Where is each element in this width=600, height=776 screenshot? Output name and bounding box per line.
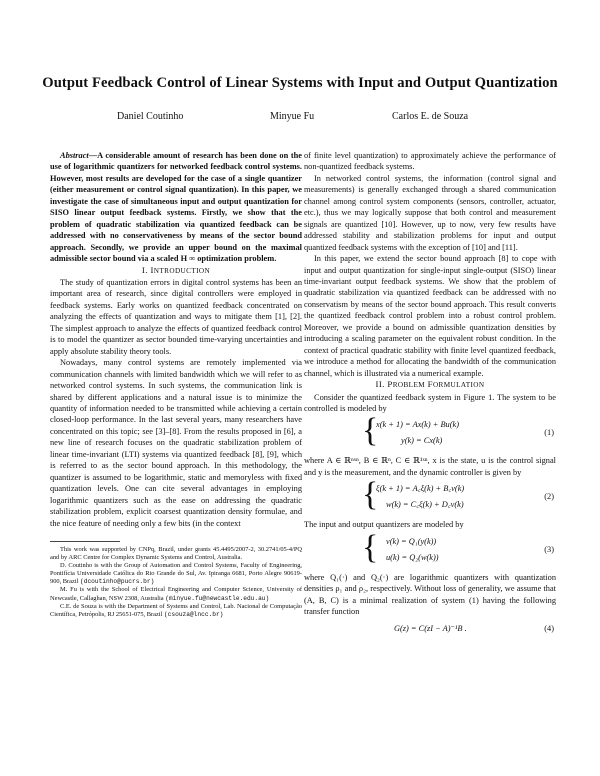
paragraph: where Q₁(·) and Q₂(·) are logarithmic quantizers with quantization densities ρ₁ and ρ₂, respectively. Without loss of generality, we assume that (A, B, C) is a minimal realization of system (1) having the following transfer function	[304, 572, 556, 617]
abstract-text: —A considerable amount of research has been done on the use of logarithmic quantizers for networked feedback control systems. However, most results are developed for the case of a single quantizer (either measurement or control signal quantization). In this paper, we investigate the case of simultaneous input and output quantization for SISO linear output feedback systems. Firstly, we show that the problem of quadratic stabilization via quantized feedback can be addressed with no conservativeness by means of the sector bound approach. Secondly, we provide an upper bound on the maximal admissible sector bound via a scaled H ∞ optimization problem.	[50, 151, 302, 264]
equation-number: (3)	[544, 544, 554, 554]
footnote-divider	[50, 541, 120, 542]
brace: {	[362, 476, 379, 514]
paragraph: Consider the quantized feedback system in Figure 1. The system to be controlled is modeled by	[304, 392, 556, 413]
footnote-text: C.E. de Souza is with the Department of Systems and Control, Lab. Nacional de Computação Científica, Petrópolis, RJ 25651-075, Brazil	[50, 602, 302, 618]
paragraph: of finite level quantization) to approximately achieve the performance of non-quantized feedback systems.	[304, 151, 556, 172]
footnote	[50, 603, 302, 619]
section-title-rest: ORMULATION	[432, 381, 485, 390]
equation-3	[304, 528, 556, 568]
equation-line: v(k) = Q₁(y(k))	[386, 536, 437, 546]
paragraph: where A ∈ ℝⁿˣⁿ, B ∈ ℝⁿ, C ∈ ℝ¹ˣⁿ, x is the state, u is the control signal and y is the measurement, and the dynamic controller is given by	[304, 456, 556, 477]
paper-title: Output Feedback Control of Linear Systems with Input and Output Quantization	[42, 75, 558, 91]
section-number: I.	[141, 264, 148, 275]
section-heading-problem-formulation	[304, 379, 556, 391]
section-number: II.	[375, 379, 385, 390]
section-title-rest: NTRODUCTION	[153, 266, 211, 275]
equation-line: ξ(k + 1) = A꜀ξ(k) + B꜀v(k)	[376, 484, 465, 494]
section-title-rest: ROBLEM	[392, 381, 426, 390]
equation-line: x(k + 1) = Ax(k) + Bu(k)	[376, 420, 459, 430]
email: (dcoutinho@pucrs.br)	[80, 578, 155, 586]
equation-number: (2)	[544, 492, 554, 502]
paragraph: In networked control systems, the information (control signal and measurements) is generally exchanged through a shared communication channel among control system components (sensors, controller, actuator, etc.), thus we may logically suppose that both control and measurement signals are quantized [10]. However, up to now, very few results have addressed stability and stabilization problems for input and output quantized feedback systems with the exception of [10] and [11].	[304, 173, 556, 252]
footnote-text: M. Fu is with the School of Electrical Engineering and Computer Science, University of Newcastle, Callaghan, NSW 2308, Australia	[50, 586, 302, 602]
brace: {	[362, 412, 379, 450]
section-heading-introduction	[50, 265, 302, 277]
footnote	[50, 586, 302, 602]
abstract	[50, 150, 302, 265]
equation-1	[304, 412, 556, 451]
email: (minyue.fu@newcastle.edu.au)	[165, 594, 270, 602]
paragraph: The study of quantization errors in digital control systems has been an important area of research, since digital controllers were employed in feedback systems. Early works on quantized feedback concentrated on analyzing the effects of quantization and ways to mitigate them [1], [2]. The simplest approach to analyze the effects of quantized feedback control is to model the quantizer as sector bounded time-varying uncertainties and apply absolute stability theory tools.	[50, 277, 302, 356]
paragraph: The input and output quantizers are modeled by	[304, 520, 464, 530]
brace: {	[362, 528, 379, 566]
left-column	[50, 150, 302, 619]
paragraph: In this paper, we extend the sector bound approach [8] to cope with input and output quantization for single-input single-output (SISO) linear time-invariant output feedback systems. We show that the problem of quadratic stabilization via quantized feedback can be addressed with no conservatism by means of the sector bound approach. This result converts the quantized feedback control problem into a robust control problem. Moreover, we provide a bound on admissible quantization densities by introducing a scaling parameter on the equivalent robust condition. In the context of practical quadratic stability with finite level quantized feedback, we introduce a method for allocating the bandwidth of the communication channel, which is illustrated via a numerical example.	[304, 254, 556, 378]
equation-2	[304, 476, 556, 515]
footnote	[50, 562, 302, 586]
footnote-text: D. Coutinho is with the Group of Automation and Control Systems, Faculty of Engineering, Pontifícia Universidade Católica do Rio Grande do Sul, Av. Ipiranga 6681, Porto Alegre 90619-900, Brazil	[50, 562, 302, 586]
author-2: Minyue Fu	[270, 111, 315, 122]
equation-number: (4)	[544, 623, 554, 633]
equation-line: u(k) = Q₂(w(k))	[386, 552, 439, 562]
equation-line: w(k) = C꜀ξ(k) + D꜀v(k)	[386, 500, 464, 510]
equation-line: G(z) = C(zI − A)⁻¹B .	[394, 623, 467, 633]
footnote: This work was supported by CNPq, Brazil, under grants 45.4495/2007-2, 30.2741/05-4/PQ and by ARC Centre for Complex Dynamic Systems and Control, Australia.	[50, 545, 302, 562]
paragraph: Nowadays, many control systems are remotely implemented via communication channels with limited bandwidth which we will refer to as networked control systems. In such systems, the communication link is shared by different applications and a natural issue is to minimize the quantity of information needed to be transmitted while achieving a certain closed-loop performance. In the last several years, many researchers have concentrated on this topic; see [3]–[8]. From the results proposed in [6], a new line of research focuses on the quadratic stabilization problem of linear time-invariant (LTI) systems via quantized feedback [8], [9], which is referred to as the sector bound approach. In this methodology, the quantizer is assumed to be logarithmic, static and memoryless with fixed quantization levels. One can cite several advantages in employing logarithmic quantizers such as the ease on addressing the quadratic stabilization problem, explicit coarsest quantization density formulae, and the nice feature of needing only a few bits (in the context	[50, 358, 302, 528]
email: (csouza@lncc.br)	[163, 610, 224, 618]
abstract-label: Abstract	[60, 151, 89, 160]
equation-number: (1)	[544, 428, 554, 438]
author-3: Carlos E. de Souza	[392, 111, 469, 122]
section-initial: I	[150, 264, 154, 275]
equation-line: y(k) = Cx(k)	[401, 436, 443, 446]
author-1: Daniel Coutinho	[117, 111, 184, 122]
right-column	[304, 150, 556, 639]
equation-4	[304, 621, 556, 639]
section-initial: F	[427, 379, 433, 390]
section-initial: P	[387, 379, 393, 390]
